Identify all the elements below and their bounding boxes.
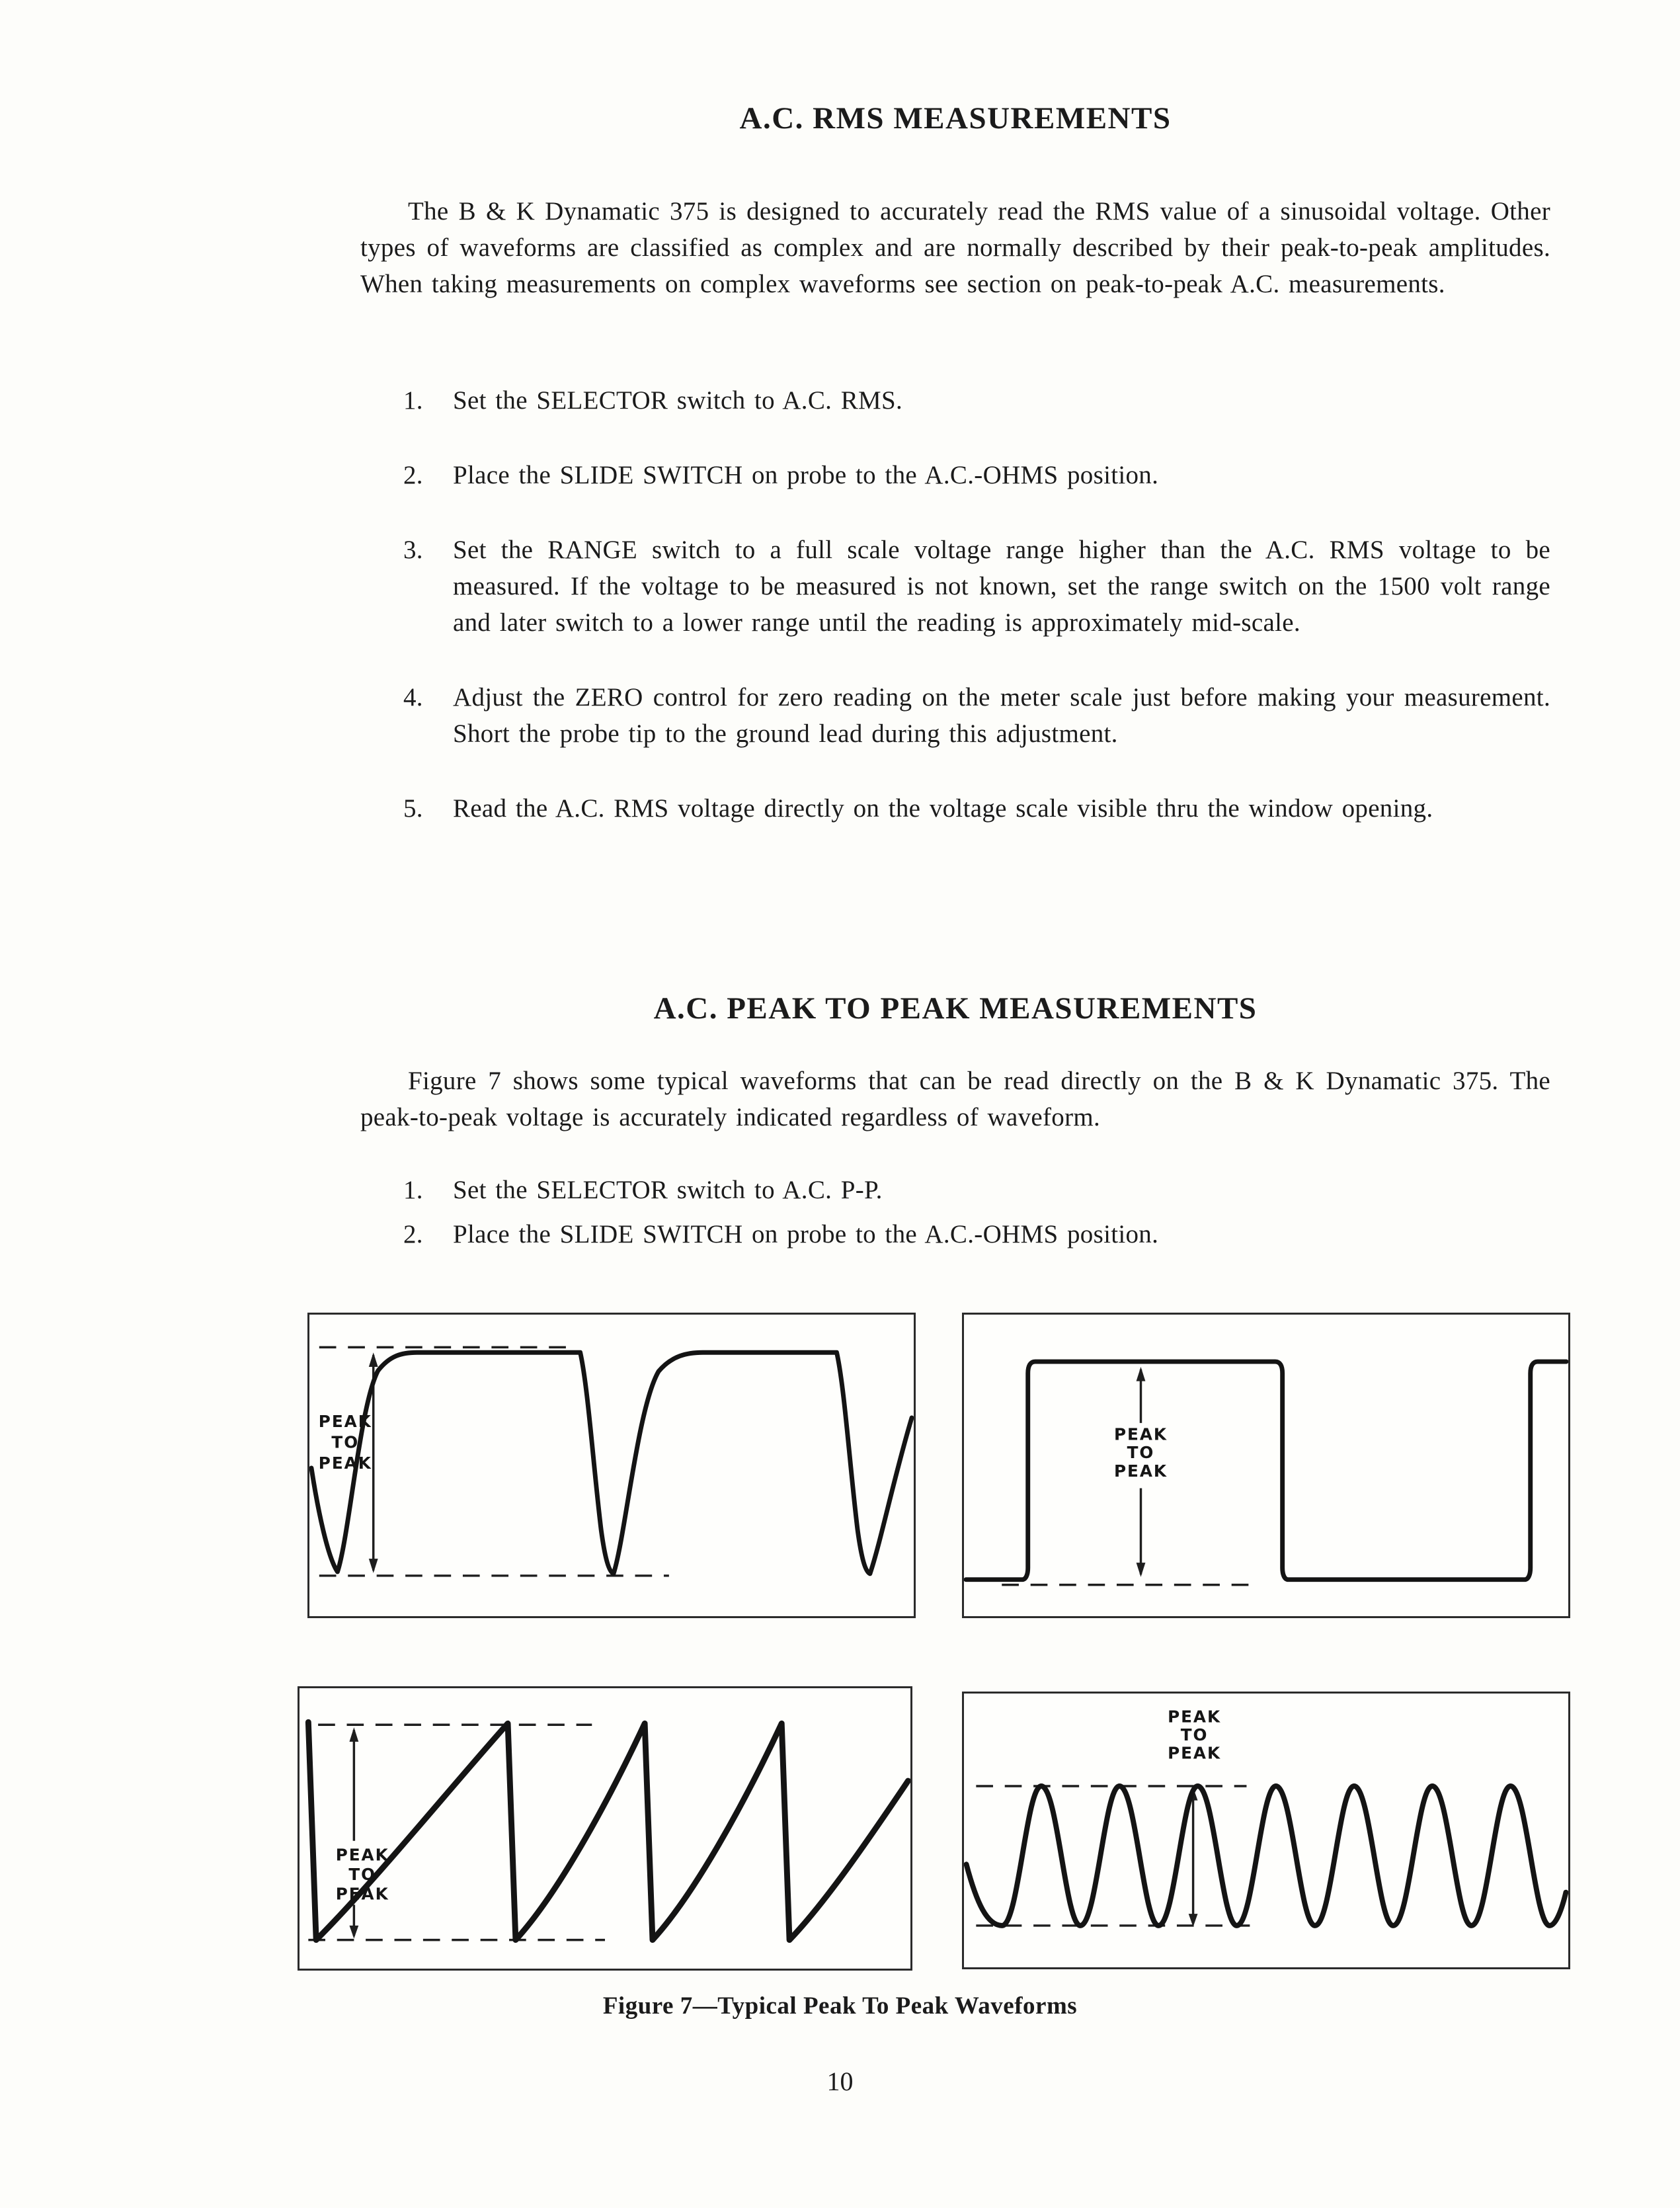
arrow-head-down <box>1137 1563 1146 1577</box>
step-item <box>403 1172 1550 1208</box>
section2-intro: Figure 7 shows some typical waveforms that can be read directly on the B & K Dynamatic 375. The peak-to-peak voltage is accurately indicated regardless of waveform. <box>360 1067 1550 1131</box>
step-number: 1. <box>403 1176 423 1204</box>
peak-label-line3: PEAK <box>1168 1743 1222 1763</box>
waveform-panel-square <box>962 1313 1570 1618</box>
page-number: 10 <box>826 2066 854 2096</box>
peak-label-line3: PEAK <box>1113 1461 1168 1481</box>
sine-wave-svg <box>964 1694 1568 1967</box>
peak-label-line2: TO <box>1127 1443 1155 1463</box>
arrow-head-down <box>369 1559 378 1573</box>
step-text: Place the SLIDE SWITCH on probe to the A.C.-OHMS position. <box>453 461 1159 489</box>
step-item <box>403 382 1550 419</box>
peak-label-line1: PEAK <box>1113 1424 1168 1444</box>
arrow-head-up <box>369 1352 378 1367</box>
section1-intro: The B & K Dynamatic 375 is designed to accurately read the RMS value of a sinusoidal voltage. Other types of waveforms are classified as complex and are normally described by their peak-to-peak amplitudes. When taking measurements on complex waveforms see section on peak-to-peak A.C. measurements. <box>360 197 1550 298</box>
step-text: Read the A.C. RMS voltage directly on the voltage scale visible thru the window opening. <box>453 794 1433 823</box>
arrow-head-up <box>1137 1367 1146 1381</box>
waveform-panel-sawtooth <box>298 1686 912 1971</box>
waveform-panel-sine <box>962 1692 1570 1969</box>
step-number: 4. <box>403 683 423 712</box>
step-text: Place the SLIDE SWITCH on probe to the A.C.-OHMS position. <box>453 1220 1159 1248</box>
step-text: Set the SELECTOR switch to A.C. RMS. <box>453 386 903 415</box>
square-wave-trace <box>966 1362 1566 1580</box>
step-number: 2. <box>403 1220 423 1248</box>
step-number: 2. <box>403 461 423 489</box>
peak-label-line1: PEAK <box>1168 1707 1222 1727</box>
step-item <box>403 457 1550 493</box>
peak-label-line2: TO <box>331 1432 360 1452</box>
peak-label-line2: TO <box>1180 1725 1209 1744</box>
peak-label-line2: TO <box>348 1864 377 1884</box>
figure-caption: Figure 7—Typical Peak To Peak Waveforms <box>602 1992 1078 2020</box>
step-number: 3. <box>403 536 423 564</box>
step-text: Adjust the ZERO control for zero reading on the meter scale just before making your measurement. Short the probe tip to the ground lead during this adjustment. <box>453 683 1550 748</box>
step-item <box>403 532 1550 641</box>
peak-label-line3: PEAK <box>318 1453 372 1473</box>
step-number: 5. <box>403 794 423 823</box>
rounded-pulse-trace <box>311 1352 912 1574</box>
step-text: Set the SELECTOR switch to A.C. P-P. <box>453 1176 883 1204</box>
square-wave-svg <box>964 1315 1568 1616</box>
section2-title: A.C. PEAK TO PEAK MEASUREMENTS <box>653 991 1258 1026</box>
step-item <box>403 790 1550 827</box>
step-text: Set the RANGE switch to a full scale voltage range higher than the A.C. RMS voltage to be measured. If the voltage to be measured is not known, set the range switch on the 1500 volt range and later switch to a lower range until the reading is approximately mid-scale. <box>453 536 1550 637</box>
section1-title: A.C. RMS MEASUREMENTS <box>739 101 1172 136</box>
arrow-head-down <box>349 1926 358 1939</box>
arrow-head-up <box>349 1727 358 1742</box>
peak-label-line1: PEAK <box>318 1411 372 1431</box>
peak-label-line3: PEAK <box>335 1884 389 1904</box>
step-item <box>403 1216 1550 1252</box>
sine-trace <box>967 1786 1566 1926</box>
step-number: 1. <box>403 386 423 415</box>
step-item <box>403 679 1550 752</box>
section1-steps <box>403 382 1550 827</box>
peak-label-line1: PEAK <box>335 1845 389 1865</box>
sawtooth-wave-svg <box>300 1688 910 1969</box>
waveform-panel-rounded-pulse <box>307 1313 916 1618</box>
section2-steps <box>403 1172 1550 1260</box>
sawtooth-trace <box>308 1722 908 1940</box>
rounded-pulse-wave-svg <box>309 1315 914 1616</box>
